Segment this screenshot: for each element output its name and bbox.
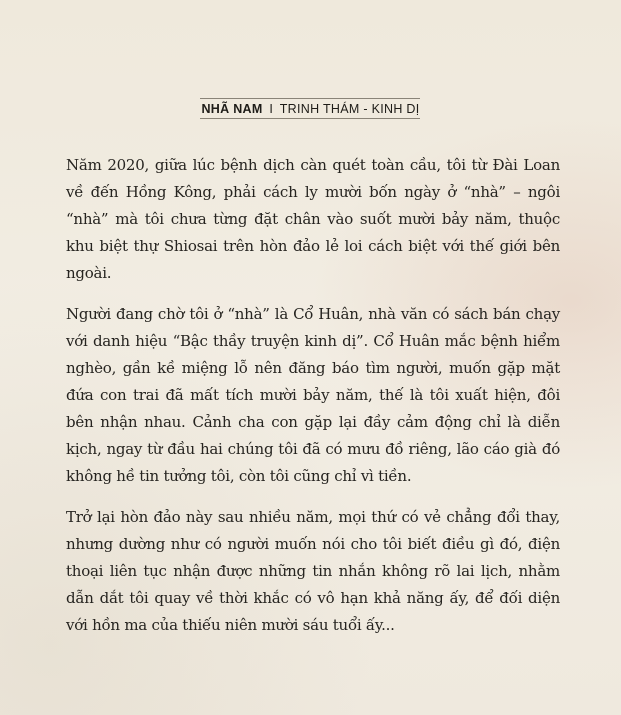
header-top-rule xyxy=(200,98,420,99)
paragraph-2: Người đang chờ tôi ở “nhà” là Cổ Huân, nhà văn có sách bán chạy với danh hiệu “Bậc thầy truyện kinh dị”. Cổ Huân mắc bệnh hiểm nghèo, gần kề miệng lỗ nên đăng báo tìm người, muốn gặp mặt đứa con trai đã mất tích mười bảy năm, thế là tôi xuất hiện, đôi bên nhận nhau. Cảnh cha con gặp lại đầy cảm động chỉ là diễn kịch, ngay từ đầu hai chúng tôi đã có mưu đồ riêng, lão cáo già đó không hề tin tưởng tôi, còn tôi cũng chỉ vì tiền. xyxy=(66,305,560,485)
publisher-header xyxy=(0,100,621,118)
genre-label: TRINH THÁM - KINH DỊ xyxy=(279,102,420,116)
synopsis-text xyxy=(66,152,560,653)
header-separator: I xyxy=(269,102,274,116)
paragraph-3: Trở lại hòn đảo này sau nhiều năm, mọi thứ có vẻ chẳng đổi thay, nhưng dường như có người muốn nói cho tôi biết điều gì đó, điện thoại liên tục nhận được những tin nhắn không rõ lai lịch, nhằm dẫn dắt tôi quay về thời khắc có vô hạn khả năng ấy, để đối diện với hồn ma của thiếu niên mười sáu tuổi ấy... xyxy=(66,508,560,634)
header-bottom-rule xyxy=(200,118,420,119)
publisher-brand: NHÃ NAM xyxy=(201,102,263,116)
paragraph-1: Năm 2020, giữa lúc bệnh dịch càn quét toàn cầu, tôi từ Đài Loan về đến Hồng Kông, phải cách ly mười bốn ngày ở “nhà” – ngôi “nhà” mà tôi chưa từng đặt chân vào suốt mười bảy năm, thuộc khu biệt thự Shiosai trên hòn đảo lẻ loi cách biệt với thế giới bên ngoài. xyxy=(66,156,560,282)
